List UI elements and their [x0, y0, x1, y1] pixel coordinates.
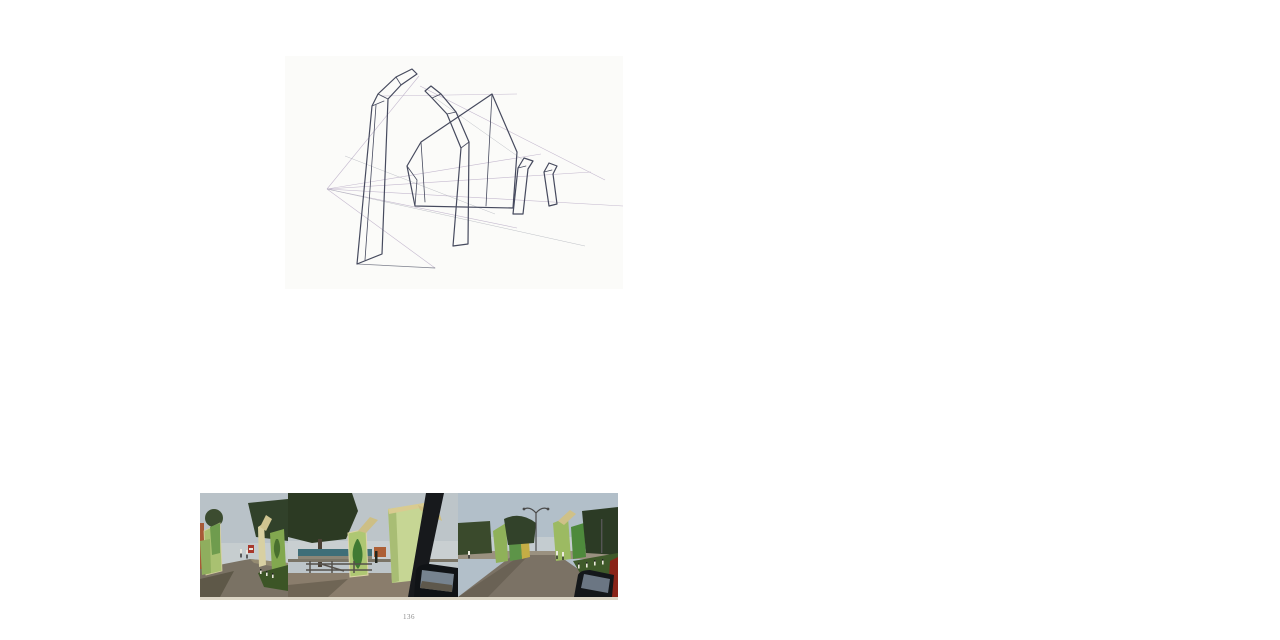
photo-gate-road-view — [458, 493, 618, 597]
photo-gate-entrance-curve — [200, 493, 288, 597]
page-right — [640, 0, 1280, 640]
gate-perspective-sketch — [285, 56, 623, 289]
sketch-figure — [285, 56, 623, 289]
photo-gate-leaf-pylon — [288, 493, 458, 597]
photo-strip — [200, 493, 618, 597]
page-number-left: 136 — [403, 613, 415, 621]
